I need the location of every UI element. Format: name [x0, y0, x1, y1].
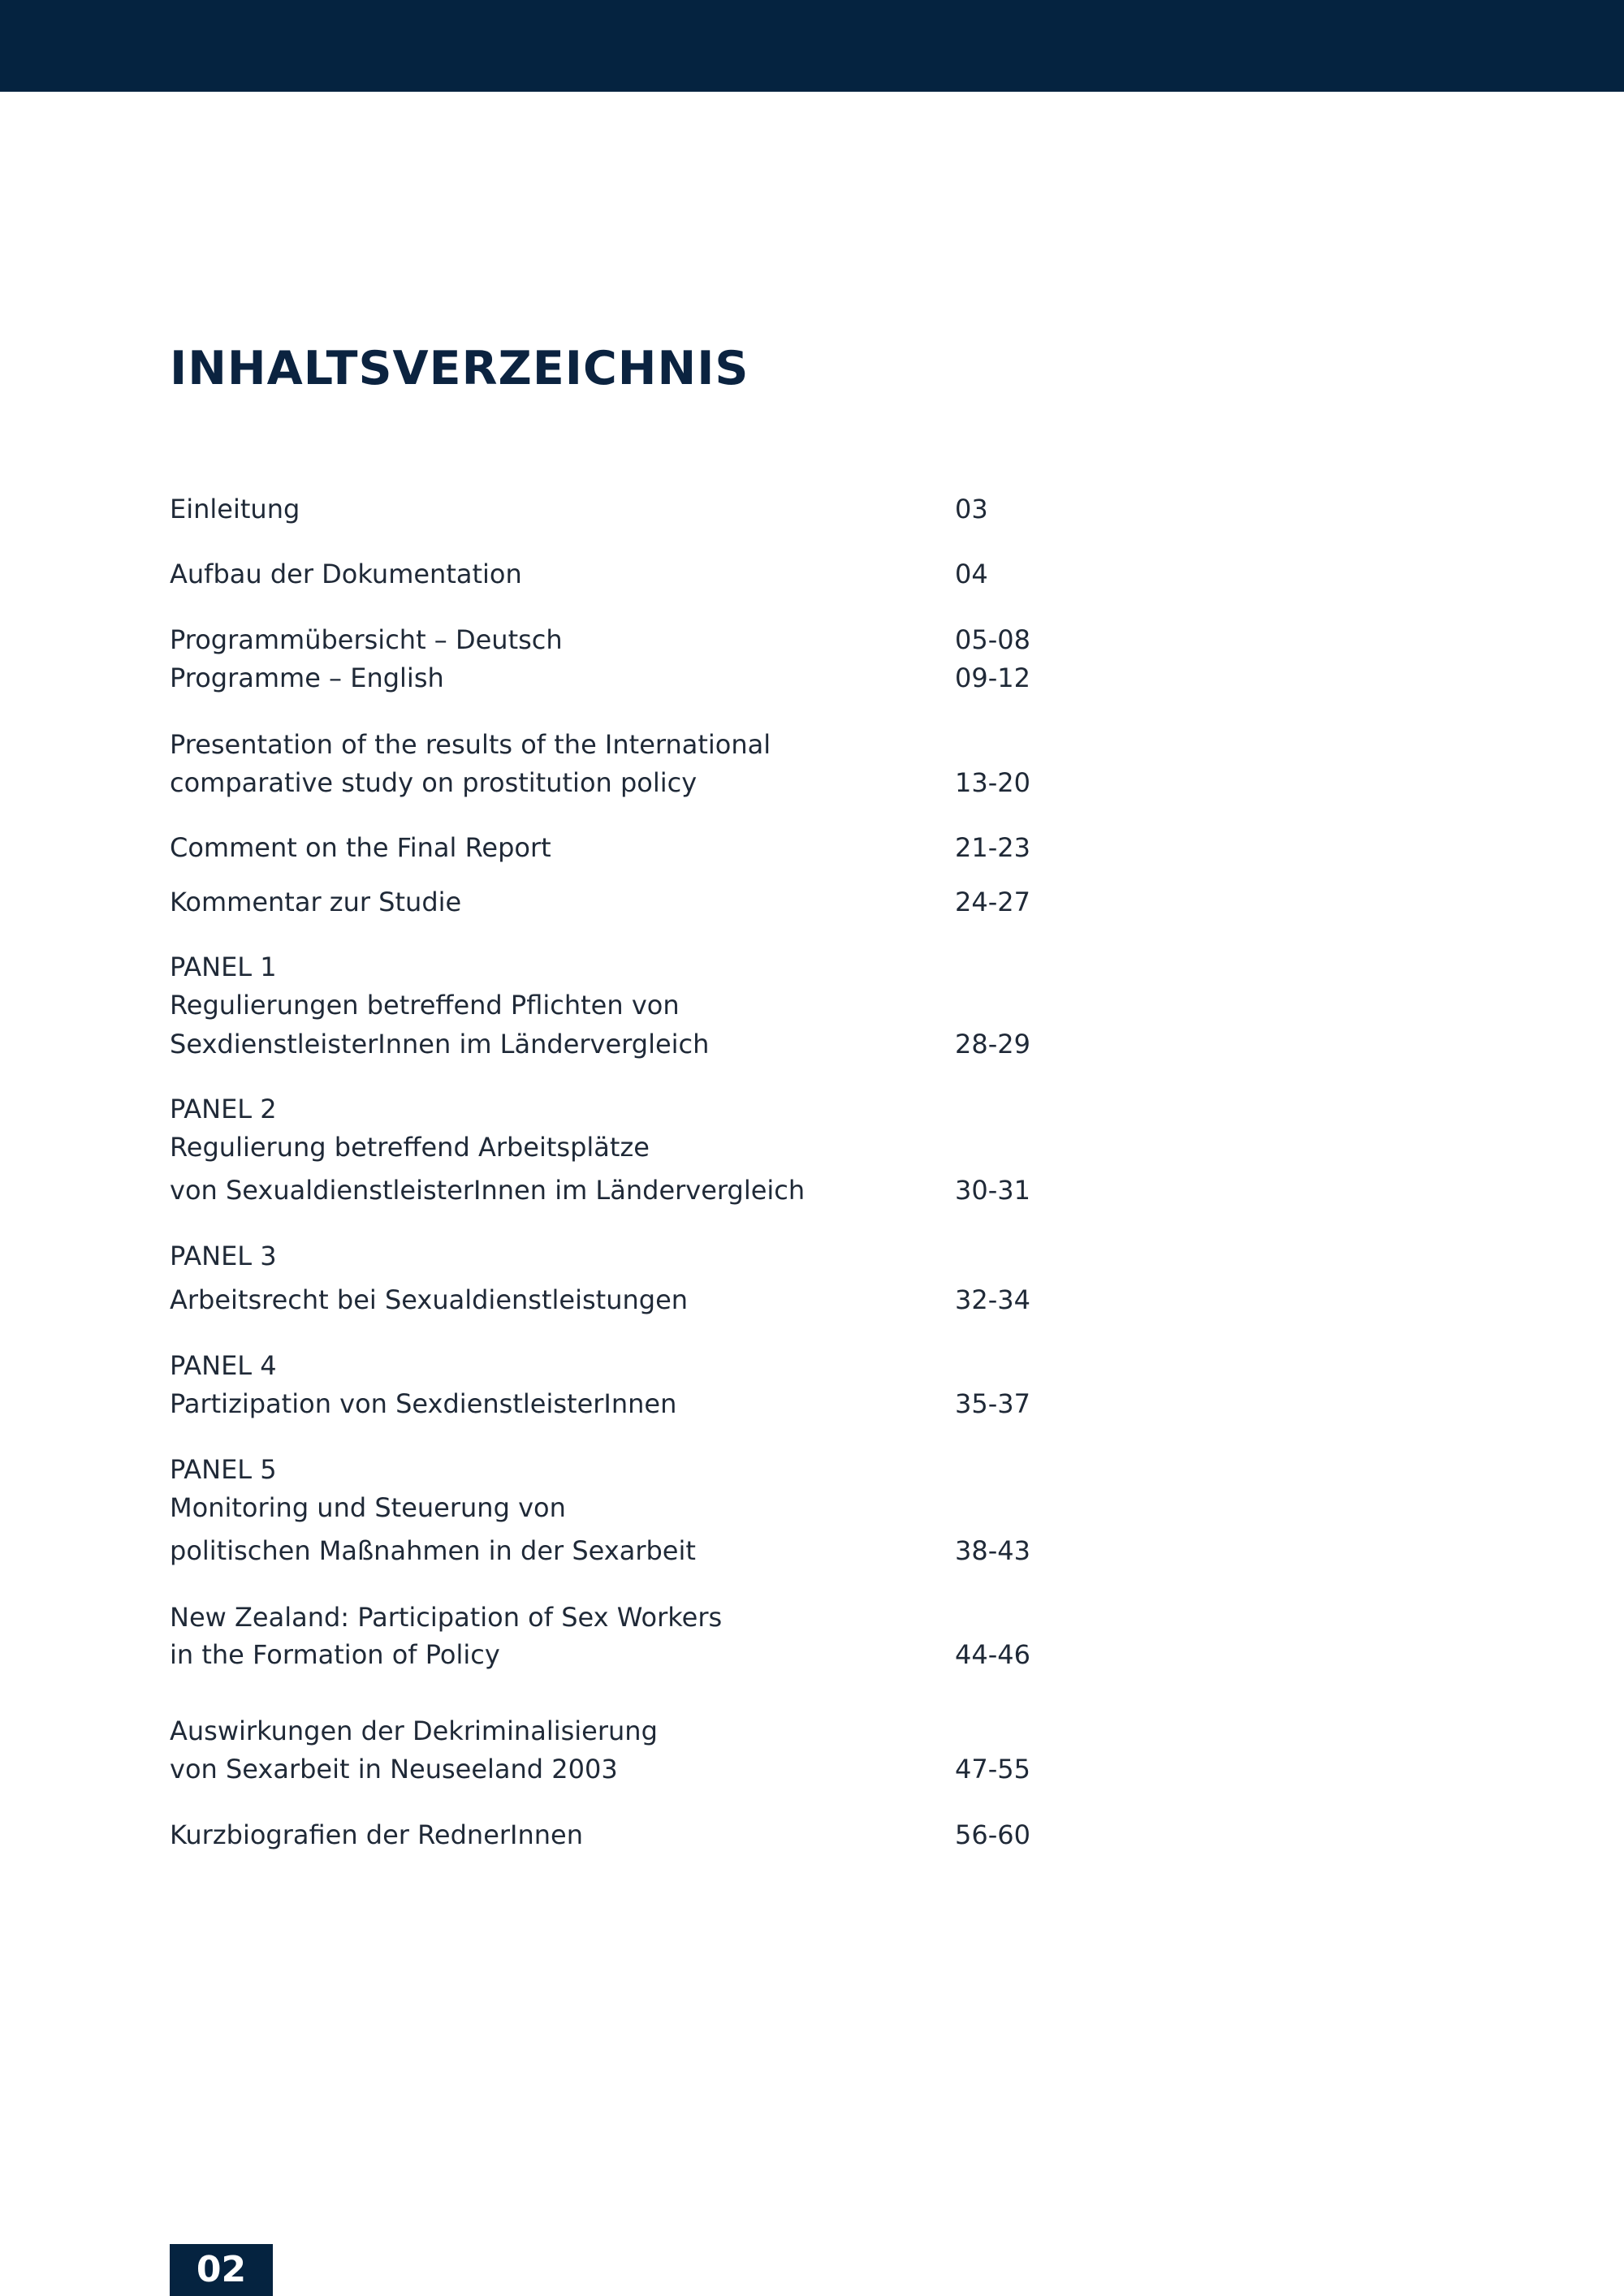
- toc-entry-new-zealand-line-2: [170, 1635, 1063, 1674]
- toc-entry-kommentar: [170, 883, 1063, 921]
- toc-entry-title: New Zealand: Participation of Sex Workers: [170, 1602, 723, 1633]
- toc-entry-panel-1-line-3: [170, 1025, 1063, 1064]
- toc-entry-einleitung: [170, 490, 1063, 529]
- toc-entry-title: in the Formation of Policy: [170, 1639, 500, 1670]
- toc-entry-title: PANEL 2: [170, 1094, 277, 1124]
- toc-entry-title: Programmübersicht – Deutsch: [170, 624, 563, 655]
- toc-entry-panel-4-label: [170, 1346, 1063, 1385]
- toc-entry-pages: 56-60: [955, 1819, 1030, 1850]
- toc-entry-programm-deutsch: [170, 620, 1063, 659]
- toc-entry-pages: 32-34: [955, 1284, 1030, 1315]
- toc-entry-panel-2-line-3: [170, 1171, 1063, 1210]
- toc-entry-aufbau: [170, 555, 1063, 593]
- toc-entry-pages: 35-37: [955, 1388, 1030, 1419]
- toc-entry-pages: 21-23: [955, 832, 1030, 863]
- toc-entry-pages: 05-08: [955, 624, 1030, 655]
- toc-entry-presentation-line-1: [170, 725, 1063, 764]
- toc-entry-title: Presentation of the results of the International: [170, 729, 771, 760]
- toc-entry-kurzbiografien: [170, 1815, 1063, 1854]
- toc-entry-title: PANEL 3: [170, 1241, 277, 1271]
- toc-entry-panel-4-line-2: [170, 1384, 1063, 1423]
- toc-entry-panel-5-label: [170, 1450, 1063, 1489]
- toc-entry-pages: 44-46: [955, 1639, 1030, 1670]
- toc-entry-pages: 38-43: [955, 1535, 1030, 1566]
- toc-entry-title: comparative study on prostitution policy: [170, 767, 698, 798]
- toc-entry-auswirkungen-line-1: [170, 1711, 1063, 1750]
- toc-entry-title: Regulierungen betreffend Pflichten von: [170, 990, 680, 1021]
- toc-entry-title: Regulierung betreffend Arbeitsplätze: [170, 1132, 650, 1163]
- toc-entry-pages: 28-29: [955, 1029, 1030, 1060]
- toc-entry-panel-5-line-3: [170, 1531, 1063, 1570]
- toc-entry-title: PANEL 4: [170, 1350, 277, 1381]
- toc-entry-panel-2-label: [170, 1090, 1063, 1129]
- toc-entry-new-zealand-line-1: [170, 1598, 1063, 1637]
- toc-entry-title: Arbeitsrecht bei Sexualdienstleistungen: [170, 1284, 689, 1315]
- toc-entry-title: Kommentar zur Studie: [170, 887, 462, 917]
- toc-entry-title: SexdienstleisterInnen im Ländervergleich: [170, 1029, 710, 1060]
- toc-entry-pages: 24-27: [955, 887, 1030, 917]
- toc-entry-title: Monitoring und Steuerung von: [170, 1492, 566, 1523]
- toc-entry-title: Auswirkungen der Dekriminalisierung: [170, 1716, 658, 1746]
- toc-entry-title: Comment on the Final Report: [170, 832, 551, 863]
- toc-entry-pages: 03: [955, 494, 988, 524]
- toc-entry-title: Programme – English: [170, 662, 444, 693]
- toc-entry-pages: 09-12: [955, 662, 1030, 693]
- toc-entry-panel-1-label: [170, 947, 1063, 986]
- toc-entry-pages: 13-20: [955, 767, 1030, 798]
- toc-entry-presentation-line-2: [170, 763, 1063, 802]
- toc-entry-title: von SexualdienstleisterInnen im Ländervergleich: [170, 1175, 806, 1206]
- toc-entry-title: PANEL 1: [170, 952, 277, 982]
- toc-entry-panel-3-label: [170, 1236, 1063, 1275]
- toc-entry-pages: 47-55: [955, 1754, 1030, 1785]
- toc-entry-auswirkungen-line-2: [170, 1750, 1063, 1789]
- header-bar: [0, 0, 1624, 92]
- page-number: 02: [170, 2244, 273, 2296]
- toc-entry-title: von Sexarbeit in Neuseeland 2003: [170, 1754, 618, 1785]
- toc-entry-pages: 30-31: [955, 1175, 1030, 1206]
- toc-entry-pages: 04: [955, 559, 988, 589]
- toc-entry-title: Kurzbiografien der RednerInnen: [170, 1819, 583, 1850]
- toc-entry-title: Partizipation von SexdienstleisterInnen: [170, 1388, 677, 1419]
- toc-entry-title: PANEL 5: [170, 1454, 277, 1485]
- toc-entry-panel-5-line-2: [170, 1488, 1063, 1527]
- toc-entry-title: politischen Maßnahmen in der Sexarbeit: [170, 1535, 696, 1566]
- toc-entry-comment: [170, 828, 1063, 867]
- toc-entry-panel-3-line-2: [170, 1280, 1063, 1319]
- toc-entry-panel-2-line-2: [170, 1128, 1063, 1167]
- toc-entry-title: Einleitung: [170, 494, 300, 524]
- toc-entry-panel-1-line-2: [170, 986, 1063, 1025]
- toc-entry-programme-english: [170, 658, 1063, 697]
- page-title: INHALTSVERZEICHNIS: [170, 342, 749, 395]
- toc-entry-title: Aufbau der Dokumentation: [170, 559, 522, 589]
